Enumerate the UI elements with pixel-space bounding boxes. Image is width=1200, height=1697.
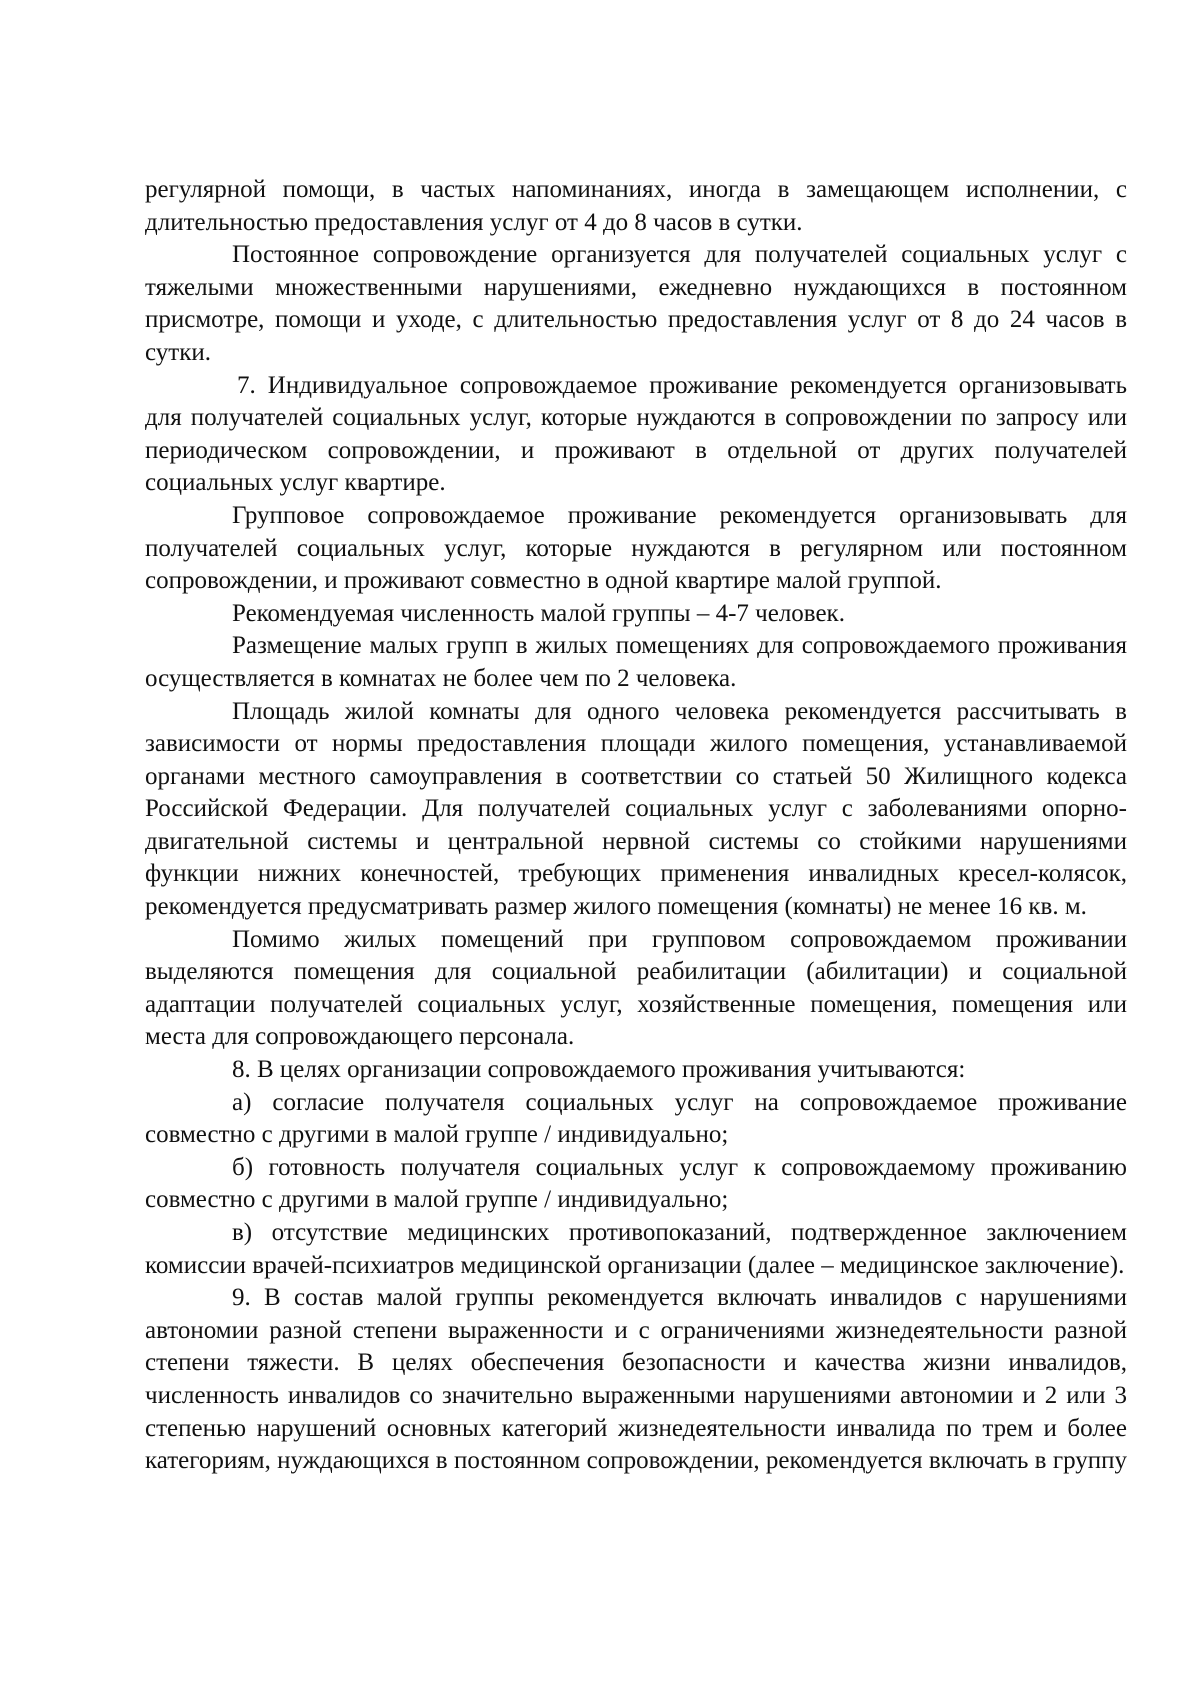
paragraph-item-8c-medical: в) отсутствие медицинских противопоказаний, подтвержденное заключением комиссии врачей-психиатров медицинской организации (далее – медицинское заключение). [145,1219,1127,1279]
paragraph-additional-premises: Помимо жилых помещений при групповом сопровождаемом проживании выделяются помещения для социальной реабилитации (абилитации) и социальной адаптации получателей социальных услуг, хозяйственные помещения, помещения или места для сопровождающего персонала. [145,925,1127,1051]
paragraph-group-living: Групповое сопровождаемое проживание рекомендуется организовывать для получателей социальных услуг, которые нуждаются в регулярном или постоянном сопровождении, и проживают совместно в одной квартире малой группой. [145,501,1127,595]
paragraph-permanent-support: Постоянное сопровождение организуется для получателей социальных услуг с тяжелыми множественными нарушениями, ежедневно нуждающихся в постоянном присмотре, помощи и уходе, с длительностью предоставления услуг от 8 до 24 часов в сутки. [145,241,1127,366]
paragraph-regular-support-continuation: регулярной помощи, в частых напоминаниях, иногда в замещающем исполнении, с длительностью предоставления услуг от 4 до 8 часов в сутки. [145,176,1127,236]
paragraph-group-size: Рекомендуемая численность малой группы – 4-7 человек. [232,599,845,627]
paragraph-room-area: Площадь жилой комнаты для одного человека рекомендуется рассчитывать в зависимости от нормы предоставления площади жилого помещения, устанавливаемой органами местного самоуправления в соответствии со статьей 50 Жилищного кодекса Российской Федерации. Для получателей социальных услуг с заболеваниями опорно-двигательной системы и центральной нервной системы со стойкими нарушениями функции нижних конечностей, требующих применения инвалидных кресел-колясок, рекомендуется предусматривать размер жилого помещения (комнаты) не менее 16 кв. м. [145,697,1127,921]
paragraph-item-9-group-composition: 9. В состав малой группы рекомендуется включать инвалидов с нарушениями автономии разной степени выраженности и с ограничениями жизнедеятельности разной степени тяжести. В целях обеспечения безопасности и качества жизни инвалидов, численность инвалидов со значительно выраженными нарушениями автономии и 2 или 3 степенью нарушений основных категорий жизнедеятельности инвалида по трем и более категориям, нуждающихся в постоянном сопровождении, рекомендуется включать в группу [145,1284,1127,1475]
paragraph-item-8-heading: 8. В целях организации сопровождаемого проживания учитываются: [232,1056,966,1084]
paragraph-item-8b-readiness: б) готовность получателя социальных услуг к сопровождаемому проживанию совместно с другими в малой группе / индивидуально; [145,1153,1127,1214]
paragraph-item-7-individual-living: 7. Индивидуальное сопровождаемое проживание рекомендуется организовывать для получателей социальных услуг, которые нуждаются в сопровождении по запросу или периодическом сопровождении, и проживают в отдельной от других получателей социальных услуг квартире. [145,371,1127,497]
paragraph-item-8a-consent: а) согласие получателя социальных услуг на сопровождаемое проживание совместно с другими в малой группе / индивидуально; [145,1088,1127,1149]
paragraph-room-placement: Размещение малых групп в жилых помещениях для сопровождаемого проживания осуществляется в комнатах не более чем по 2 человека. [145,632,1127,692]
document-page [145,174,1127,1478]
